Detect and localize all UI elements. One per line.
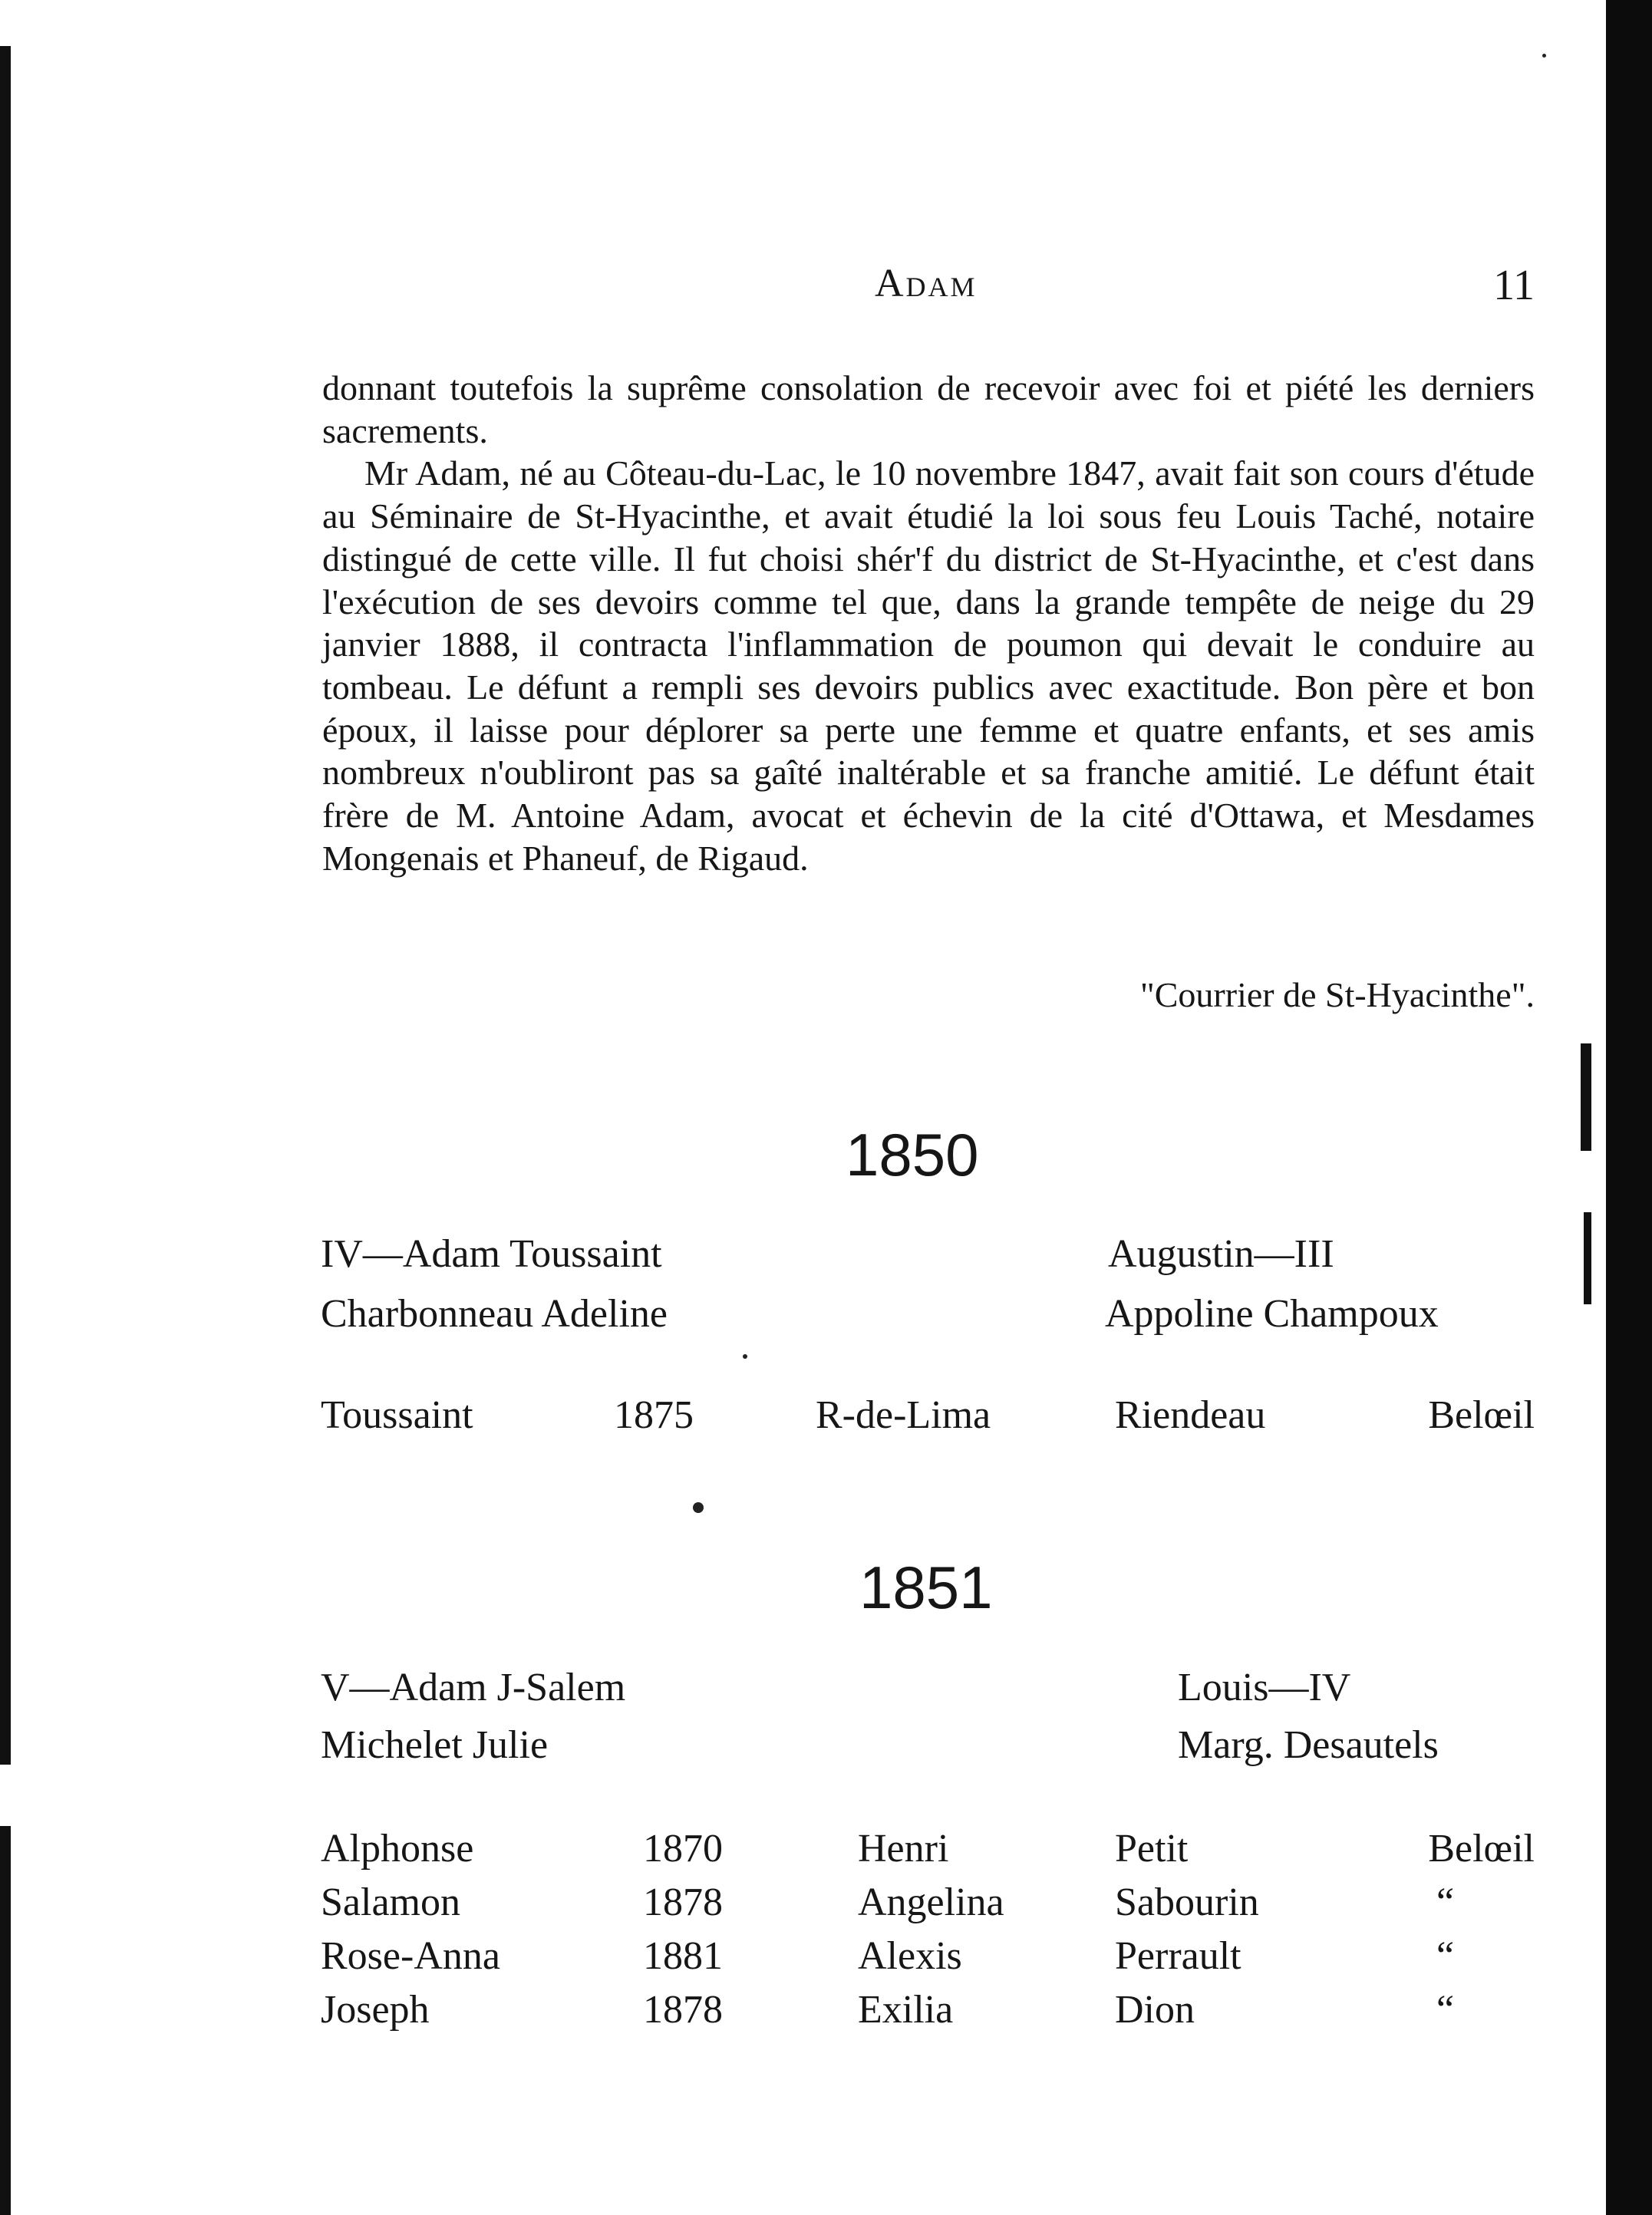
spouse-first-name: Alexis <box>858 1934 962 1978</box>
child-name: Alphonse <box>321 1827 474 1871</box>
husband-parent: Augustin—III <box>1108 1232 1334 1276</box>
spouse-first-name: Exilia <box>858 1988 954 2032</box>
child-name: Rose-Anna <box>321 1934 500 1978</box>
spouse-family-name: Dion <box>1115 1988 1195 2032</box>
marriage-year: 1881 <box>643 1934 723 1978</box>
year-heading: 1850 <box>846 1121 979 1188</box>
spouse-family-name: Perrault <box>1115 1934 1241 1978</box>
running-title: Adam <box>875 262 978 305</box>
scan-mark <box>1581 1043 1591 1151</box>
ink-speck <box>693 1502 704 1513</box>
husband-name: V—Adam J-Salem <box>321 1666 626 1709</box>
spouse-first-name: R-de-Lima <box>816 1393 991 1437</box>
wife-parent: Marg. Desautels <box>1178 1723 1439 1767</box>
spouse-family-name: Sabourin <box>1115 1880 1259 1924</box>
place: Belœil <box>1428 1827 1535 1871</box>
marriage-year: 1878 <box>643 1988 723 2032</box>
place: “ <box>1436 1934 1455 1978</box>
wife-name: Michelet Julie <box>321 1723 549 1767</box>
paragraph: Mr Adam, né au Côteau-du-Lac, le 10 novembre 1847, avait fait son cours d'étude au Séminaire de St-Hyacinthe, et avait étudié la loi sous feu Louis Taché, notaire distingué de cette ville. Il fut choisi shér'f du district de St-Hyacinthe, et c'est dans l'exécution de ses devoirs comme tel que, dans la grande tempête de neige du 29 janvier 1888, il contracta l'inflammation de poumon qui devait le conduire au tombeau. Le défunt a rempli ses devoirs publics avec exactitude. Bon père et bon époux, il laisse pour déplorer sa perte une femme et quatre enfants, et ses amis nombreux n'oubliront pas sa gaîté inaltérable et sa franche amitié. Le défunt était frère de M. Antoine Adam, avocat et échevin de la cité d'Ottawa, et Mesdames Mongenais et Phaneuf, de Rigaud. <box>322 453 1535 878</box>
ink-speck <box>743 1354 747 1359</box>
child-name: Joseph <box>321 1988 430 2032</box>
ink-speck <box>1542 54 1546 58</box>
marriage-year: 1875 <box>614 1393 694 1437</box>
spouse-family-name: Petit <box>1115 1827 1189 1871</box>
source-citation: "Courrier de St-Hyacinthe". <box>1139 975 1535 1014</box>
marriage-year: 1870 <box>643 1827 723 1871</box>
husband-name: IV—Adam Toussaint <box>321 1232 662 1276</box>
year-heading: 1851 <box>859 1554 993 1621</box>
place: Belœil <box>1428 1393 1535 1437</box>
wife-parent: Appoline Champoux <box>1105 1292 1439 1336</box>
wife-name: Charbonneau Adeline <box>321 1292 668 1336</box>
place: “ <box>1436 1880 1455 1924</box>
scan-right-edge <box>1606 0 1652 2215</box>
obituary-text <box>322 367 1535 879</box>
spouse-family-name: Riendeau <box>1115 1393 1266 1437</box>
spouse-first-name: Henri <box>858 1827 949 1871</box>
child-name: Salamon <box>321 1880 460 1924</box>
child-name: Toussaint <box>321 1393 473 1437</box>
scan-left-edge <box>0 0 11 2215</box>
paragraph: donnant toutefois la suprême consolation de recevoir avec foi et piété les derniers sacrements. <box>322 368 1535 450</box>
place: “ <box>1436 1988 1455 2032</box>
husband-parent: Louis—IV <box>1178 1666 1351 1709</box>
page-header <box>322 261 1535 322</box>
marriage-year: 1878 <box>643 1880 723 1924</box>
page-number: 11 <box>1493 262 1535 309</box>
scan-mark <box>1584 1212 1591 1304</box>
spouse-first-name: Angelina <box>858 1880 1004 1924</box>
